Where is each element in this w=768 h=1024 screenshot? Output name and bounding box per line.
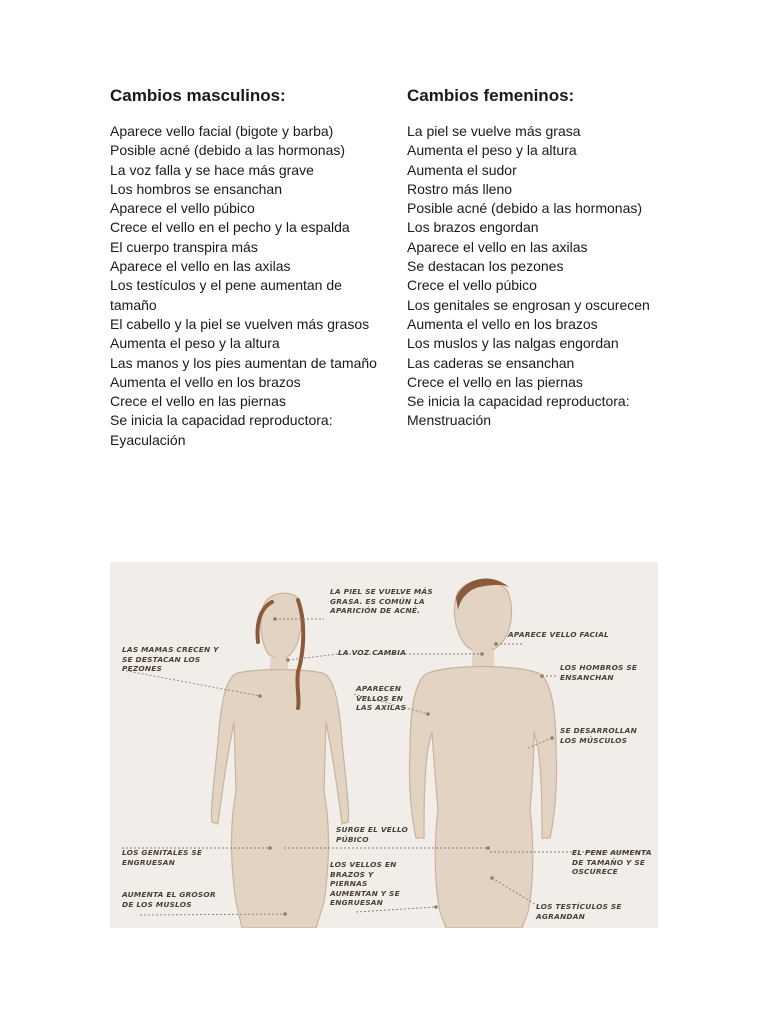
leader-dot — [494, 642, 498, 646]
list-item: El cuerpo transpira más — [110, 238, 258, 255]
leader-dot — [486, 846, 490, 850]
list-item: Crece el vello en las piernas — [407, 373, 583, 390]
label-voice: LA VOZ CAMBIA — [338, 648, 407, 657]
leader-dot — [540, 674, 544, 678]
list-item: Aparece el vello en las axilas — [110, 258, 291, 275]
list-item: Aumenta el peso y la altura — [110, 335, 280, 352]
leader-dot — [490, 876, 494, 880]
list-item: Crece el vello en las piernas — [110, 393, 286, 410]
label-shoulders: LOS HOMBROS SE ENSANCHAN — [560, 663, 638, 682]
list-item: Se inicia la capacidad reproductora: Menstruación — [407, 393, 630, 429]
list-item: Crece el vello en el pecho y la espalda — [110, 219, 350, 236]
list-item: La voz falla y se hace más grave — [110, 161, 314, 178]
leader-dot — [426, 712, 430, 716]
list-item: Las manos y los pies aumentan de tamaño — [110, 354, 377, 371]
list-item: Se inicia la capacidad reproductora: Eyaculación — [110, 412, 333, 448]
male-body — [409, 667, 556, 929]
female-changes-heading: Cambios femeninos: — [407, 86, 575, 105]
list-item: Crece el vello púbico — [407, 277, 537, 294]
label-penis: EL PENE AUMENTA DE TAMAÑO Y SE OSCURECE — [572, 848, 652, 876]
female-changes-column — [407, 86, 667, 431]
label-facial-hair: APARECE VELLO FACIAL — [508, 630, 609, 639]
leader-dot — [258, 694, 262, 698]
label-female-genitals: LOS GENITALES SE ENGRUESAN — [122, 848, 203, 867]
female-figure — [211, 593, 348, 928]
list-item: Aparece el vello púbico — [110, 200, 255, 217]
list-item: Aparece el vello en las axilas — [407, 238, 588, 255]
list-item: Rostro más lleno — [407, 180, 513, 197]
leader-dot — [434, 905, 438, 909]
list-item: Aumenta el vello en los brazos — [110, 373, 301, 390]
leader-dot — [480, 652, 484, 656]
list-item: Posible acné (debido a las hormonas) — [407, 200, 643, 217]
list-item: Los testículos y el pene aumentan de tamaño — [110, 277, 342, 313]
female-body — [211, 670, 348, 929]
male-changes-heading: Cambios masculinos: — [110, 86, 286, 105]
list-item: Los muslos y las nalgas engordan — [407, 335, 619, 352]
label-skin: LA PIEL SE VUELVE MÁS GRASA. ES COMÚN LA APARICIÓN DE ACNÉ. — [330, 587, 433, 615]
leader-line — [288, 654, 338, 660]
label-body-hair: LOS VELLOS EN BRAZOS Y PIERNAS AUMENTAN Y SE ENGRUESAN — [330, 860, 400, 907]
label-pubic-hair: SURGE EL VELLO PÚBICO — [336, 825, 409, 844]
list-item: Aumenta el sudor — [407, 161, 517, 178]
list-item: Posible acné (debido a las hormonas) — [110, 142, 346, 159]
list-item: Aumenta el peso y la altura — [407, 142, 577, 159]
label-thighs: AUMENTA EL GROSOR DE LOS MUSLOS — [122, 890, 216, 909]
label-armpit-hair: APARECEN VELLOS EN LAS AXILAS — [356, 684, 407, 712]
female-changes-list — [407, 122, 667, 431]
label-muscles: SE DESARROLLAN LOS MÚSCULOS — [560, 726, 637, 745]
leader-dot — [283, 912, 287, 916]
list-item: Los brazos engordan — [407, 219, 539, 236]
list-item: Aumenta el vello en los brazos — [407, 315, 598, 332]
male-changes-list — [110, 122, 380, 450]
label-breasts: LAS MAMAS CRECEN Y SE DESTACAN LOS PEZONES — [122, 645, 219, 673]
leader-line — [356, 907, 436, 912]
list-item: Aparece vello facial (bigote y barba) — [110, 123, 334, 139]
leader-dot — [550, 736, 554, 740]
leader-dot — [273, 617, 277, 621]
label-testicles: LOS TESTÍCULOS SE AGRANDAN — [536, 902, 622, 921]
list-item: El cabello y la piel se vuelven más grasos — [110, 315, 370, 332]
leader-dot — [268, 846, 272, 850]
male-changes-column — [110, 86, 380, 450]
list-item: Los hombros se ensanchan — [110, 180, 282, 197]
list-item: Se destacan los pezones — [407, 258, 564, 275]
list-item: La piel se vuelve más grasa — [407, 123, 581, 139]
leader-dot — [286, 658, 290, 662]
list-item: Los genitales se engrosan y oscurecen — [407, 296, 650, 313]
list-item: Las caderas se ensanchan — [407, 354, 575, 371]
puberty-illustration — [110, 562, 658, 928]
